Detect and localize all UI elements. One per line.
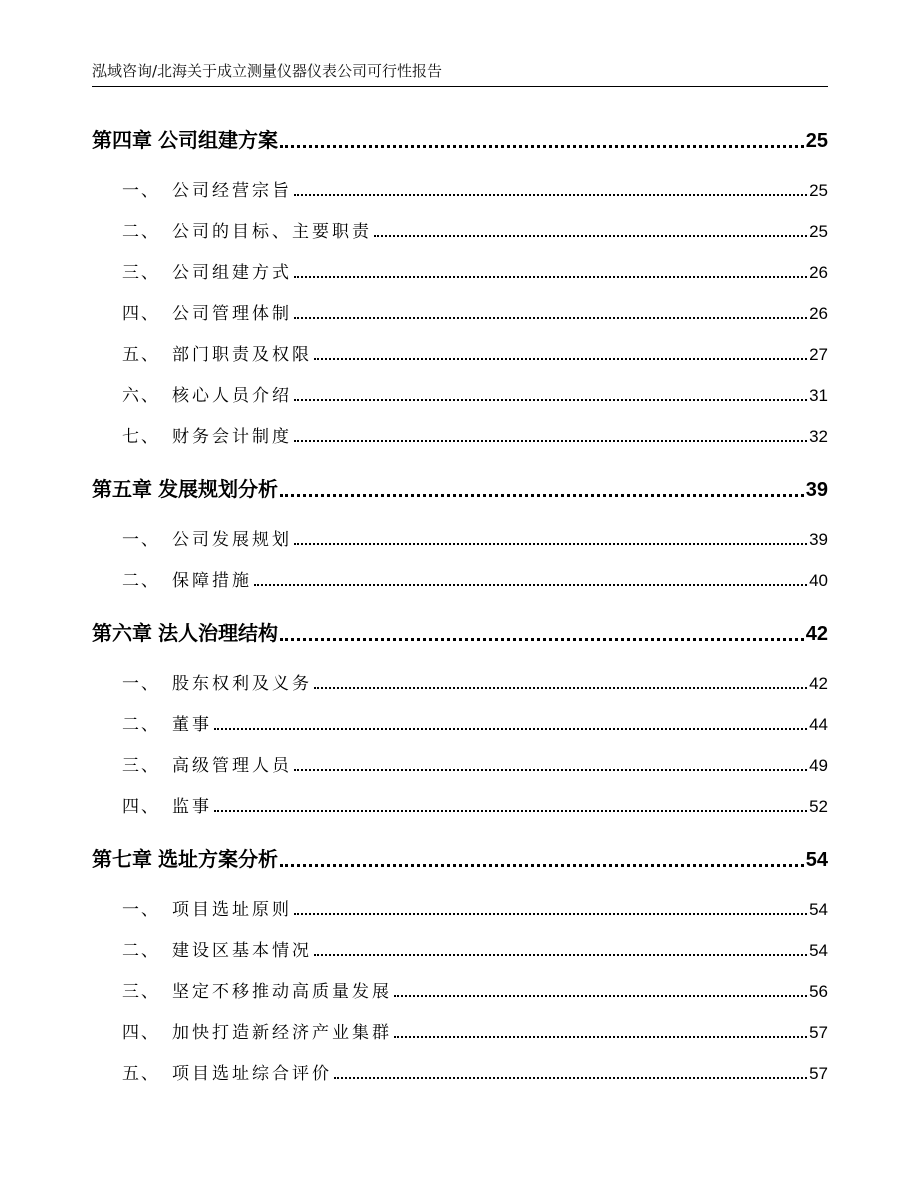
toc-chapter-row[interactable] — [92, 473, 828, 502]
section-title: 董事 — [172, 715, 212, 735]
toc-section-row[interactable] — [92, 217, 828, 242]
chapter-label: 第五章 — [92, 477, 152, 501]
section-title: 项目选址原则 — [172, 900, 292, 920]
section-title: 公司经营宗旨 — [172, 181, 292, 201]
section-title: 公司组建方式 — [172, 263, 292, 283]
section-number: 六、 — [122, 386, 160, 406]
section-title: 监事 — [172, 797, 212, 817]
section-title: 财务会计制度 — [172, 427, 292, 447]
section-title: 核心人员介绍 — [172, 386, 292, 406]
toc-section-row[interactable] — [92, 340, 828, 365]
section-page-number: 27 — [809, 345, 828, 364]
leader-dots — [294, 440, 807, 442]
section-page-number: 26 — [809, 304, 828, 323]
section-number: 一、 — [122, 900, 160, 920]
section-title: 公司发展规划 — [172, 530, 292, 550]
section-number: 四、 — [122, 304, 160, 324]
leader-dots — [314, 954, 807, 956]
leader-dots — [394, 995, 807, 997]
section-title: 保障措施 — [172, 571, 252, 591]
leader-dots — [294, 769, 807, 771]
leader-dots — [280, 145, 804, 148]
section-page-number: 57 — [809, 1064, 828, 1083]
toc-section-row[interactable] — [92, 176, 828, 201]
section-page-number: 49 — [809, 756, 828, 775]
section-number: 三、 — [122, 756, 160, 776]
section-number: 一、 — [122, 530, 160, 550]
leader-dots — [294, 276, 807, 278]
chapter-label: 第六章 — [92, 621, 152, 645]
section-title: 项目选址综合评价 — [172, 1064, 332, 1084]
section-page-number: 31 — [809, 386, 828, 405]
section-page-number: 54 — [809, 941, 828, 960]
leader-dots — [314, 687, 807, 689]
leader-dots — [214, 728, 807, 730]
toc-section-row[interactable] — [92, 751, 828, 776]
toc-chapter-row[interactable] — [92, 843, 828, 872]
chapter-title: 选址方案分析 — [158, 847, 278, 871]
section-number: 七、 — [122, 427, 160, 447]
section-title: 坚定不移推动高质量发展 — [172, 982, 392, 1002]
section-number: 二、 — [122, 715, 160, 735]
header-rule — [92, 86, 828, 87]
section-page-number: 25 — [809, 222, 828, 241]
section-page-number: 54 — [809, 900, 828, 919]
section-page-number: 57 — [809, 1023, 828, 1042]
toc-section-row[interactable] — [92, 1018, 828, 1043]
chapter-page-number: 39 — [805, 479, 828, 501]
chapter-title: 发展规划分析 — [158, 477, 278, 501]
section-title: 高级管理人员 — [172, 756, 292, 776]
chapter-page-number: 54 — [805, 849, 828, 871]
toc-section-row[interactable] — [92, 710, 828, 735]
leader-dots — [280, 864, 804, 867]
leader-dots — [254, 584, 807, 586]
section-page-number: 25 — [809, 181, 828, 200]
section-page-number: 44 — [809, 715, 828, 734]
leader-dots — [214, 810, 807, 812]
section-title: 加快打造新经济产业集群 — [172, 1023, 392, 1043]
toc-section-row[interactable] — [92, 525, 828, 550]
toc-chapter-row[interactable] — [92, 617, 828, 646]
leader-dots — [334, 1077, 807, 1079]
leader-dots — [294, 399, 807, 401]
chapter-label: 第七章 — [92, 847, 152, 871]
running-header: 泓域咨询/北海关于成立测量仪器仪表公司可行性报告 — [92, 62, 443, 80]
section-number: 三、 — [122, 263, 160, 283]
leader-dots — [374, 235, 807, 237]
section-number: 二、 — [122, 941, 160, 961]
toc-section-row[interactable] — [92, 669, 828, 694]
section-number: 二、 — [122, 222, 160, 242]
toc-section-row[interactable] — [92, 977, 828, 1002]
section-title: 公司的目标、主要职责 — [172, 222, 372, 242]
section-number: 一、 — [122, 674, 160, 694]
section-number: 二、 — [122, 571, 160, 591]
section-page-number: 32 — [809, 427, 828, 446]
chapter-title: 公司组建方案 — [158, 128, 278, 152]
leader-dots — [394, 1036, 807, 1038]
toc-section-row[interactable] — [92, 1059, 828, 1084]
leader-dots — [294, 543, 807, 545]
toc-chapter-row[interactable] — [92, 124, 828, 153]
toc-section-row[interactable] — [92, 422, 828, 447]
section-page-number: 42 — [809, 674, 828, 693]
chapter-title: 法人治理结构 — [158, 621, 278, 645]
toc-section-row[interactable] — [92, 381, 828, 406]
section-title: 股东权利及义务 — [172, 674, 312, 694]
leader-dots — [280, 638, 804, 641]
leader-dots — [294, 317, 807, 319]
leader-dots — [294, 913, 807, 915]
section-page-number: 56 — [809, 982, 828, 1001]
section-number: 四、 — [122, 1023, 160, 1043]
section-number: 三、 — [122, 982, 160, 1002]
toc-section-row[interactable] — [92, 792, 828, 817]
toc-section-row[interactable] — [92, 566, 828, 591]
chapter-label: 第四章 — [92, 128, 152, 152]
section-number: 一、 — [122, 181, 160, 201]
section-page-number: 40 — [809, 571, 828, 590]
chapter-page-number: 42 — [805, 623, 828, 645]
section-page-number: 39 — [809, 530, 828, 549]
toc-section-row[interactable] — [92, 299, 828, 324]
section-number: 五、 — [122, 345, 160, 365]
leader-dots — [280, 494, 804, 497]
section-title: 建设区基本情况 — [172, 941, 312, 961]
toc-section-row[interactable] — [92, 258, 828, 283]
chapter-page-number: 25 — [805, 130, 828, 152]
section-page-number: 52 — [809, 797, 828, 816]
section-number: 五、 — [122, 1064, 160, 1084]
section-page-number: 26 — [809, 263, 828, 282]
section-title: 公司管理体制 — [172, 304, 292, 324]
section-title: 部门职责及权限 — [172, 345, 312, 365]
leader-dots — [294, 194, 807, 196]
toc-section-row[interactable] — [92, 895, 828, 920]
section-number: 四、 — [122, 797, 160, 817]
toc-section-row[interactable] — [92, 936, 828, 961]
leader-dots — [314, 358, 807, 360]
